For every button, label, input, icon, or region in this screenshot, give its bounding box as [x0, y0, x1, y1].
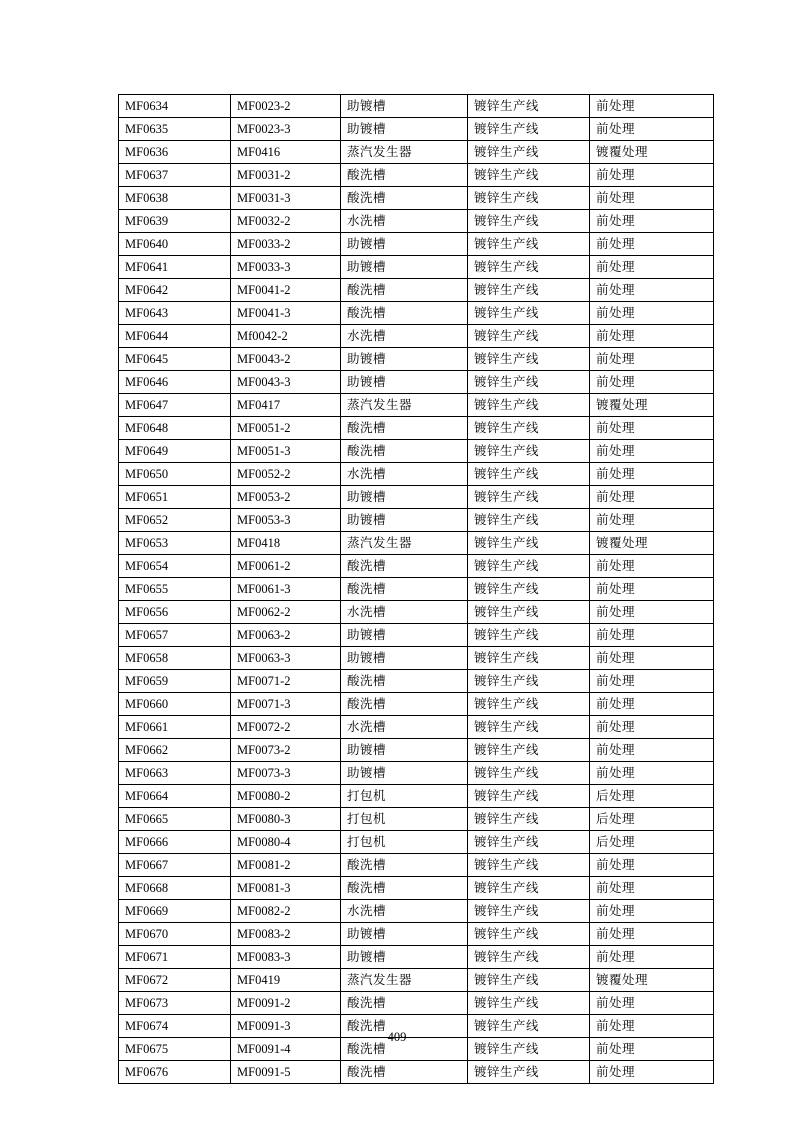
cell-equipment-name: 打包机	[341, 808, 468, 831]
cell-production-line: 镀锌生产线	[468, 187, 590, 210]
cell-equipment-code: MF0671	[119, 946, 231, 969]
cell-equipment-code: MF0638	[119, 187, 231, 210]
cell-production-line: 镀锌生产线	[468, 601, 590, 624]
cell-equipment-name: 酸洗槽	[341, 877, 468, 900]
table-row	[119, 739, 714, 762]
cell-equipment-number: MF0091-3	[231, 1015, 341, 1038]
cell-equipment-number: MF0073-2	[231, 739, 341, 762]
cell-equipment-name: 酸洗槽	[341, 279, 468, 302]
cell-process-stage: 前处理	[590, 325, 714, 348]
cell-process-stage: 前处理	[590, 256, 714, 279]
cell-production-line: 镀锌生产线	[468, 302, 590, 325]
cell-equipment-name: 水洗槽	[341, 463, 468, 486]
cell-production-line: 镀锌生产线	[468, 371, 590, 394]
cell-equipment-code: MF0658	[119, 647, 231, 670]
cell-equipment-number: MF0063-3	[231, 647, 341, 670]
cell-equipment-code: MF0665	[119, 808, 231, 831]
cell-production-line: 镀锌生产线	[468, 233, 590, 256]
table-row	[119, 923, 714, 946]
cell-process-stage: 前处理	[590, 463, 714, 486]
cell-production-line: 镀锌生产线	[468, 624, 590, 647]
cell-equipment-code: MF0654	[119, 555, 231, 578]
cell-equipment-code: MF0643	[119, 302, 231, 325]
cell-production-line: 镀锌生产线	[468, 785, 590, 808]
cell-equipment-number: MF0061-3	[231, 578, 341, 601]
table-row	[119, 900, 714, 923]
cell-production-line: 镀锌生产线	[468, 693, 590, 716]
cell-production-line: 镀锌生产线	[468, 509, 590, 532]
cell-equipment-number: MF0062-2	[231, 601, 341, 624]
cell-equipment-code: MF0657	[119, 624, 231, 647]
cell-equipment-number: MF0080-3	[231, 808, 341, 831]
cell-equipment-number: MF0052-2	[231, 463, 341, 486]
cell-equipment-code: MF0663	[119, 762, 231, 785]
table-row	[119, 992, 714, 1015]
cell-equipment-code: MF0651	[119, 486, 231, 509]
table-row	[119, 141, 714, 164]
cell-production-line: 镀锌生产线	[468, 417, 590, 440]
table-row	[119, 624, 714, 647]
cell-equipment-code: MF0655	[119, 578, 231, 601]
cell-production-line: 镀锌生产线	[468, 440, 590, 463]
cell-equipment-code: MF0667	[119, 854, 231, 877]
cell-equipment-code: MF0656	[119, 601, 231, 624]
cell-equipment-name: 酸洗槽	[341, 578, 468, 601]
cell-equipment-number: MF0051-2	[231, 417, 341, 440]
cell-production-line: 镀锌生产线	[468, 394, 590, 417]
table-row	[119, 118, 714, 141]
cell-equipment-name: 酸洗槽	[341, 992, 468, 1015]
cell-equipment-code: MF0669	[119, 900, 231, 923]
equipment-table-container	[118, 94, 678, 1084]
cell-process-stage: 前处理	[590, 670, 714, 693]
cell-process-stage: 前处理	[590, 348, 714, 371]
cell-equipment-code: MF0636	[119, 141, 231, 164]
page-number: 409	[387, 1030, 407, 1044]
cell-equipment-name: 助镀槽	[341, 486, 468, 509]
cell-equipment-name: 酸洗槽	[341, 854, 468, 877]
table-row	[119, 647, 714, 670]
cell-equipment-code: MF0676	[119, 1061, 231, 1084]
cell-equipment-name: 打包机	[341, 831, 468, 854]
cell-production-line: 镀锌生产线	[468, 210, 590, 233]
equipment-table	[118, 94, 714, 1084]
table-row	[119, 831, 714, 854]
cell-process-stage: 前处理	[590, 486, 714, 509]
cell-production-line: 镀锌生产线	[468, 1015, 590, 1038]
cell-equipment-code: MF0675	[119, 1038, 231, 1061]
cell-equipment-name: 助镀槽	[341, 256, 468, 279]
cell-production-line: 镀锌生产线	[468, 486, 590, 509]
cell-equipment-number: MF0061-2	[231, 555, 341, 578]
table-row	[119, 486, 714, 509]
cell-process-stage: 前处理	[590, 187, 714, 210]
table-row	[119, 187, 714, 210]
table-row	[119, 440, 714, 463]
cell-production-line: 镀锌生产线	[468, 923, 590, 946]
table-row	[119, 279, 714, 302]
cell-equipment-number: MF0082-2	[231, 900, 341, 923]
table-row	[119, 854, 714, 877]
cell-equipment-code: MF0670	[119, 923, 231, 946]
table-row	[119, 256, 714, 279]
cell-process-stage: 镀覆处理	[590, 141, 714, 164]
cell-production-line: 镀锌生产线	[468, 808, 590, 831]
cell-equipment-number: MF0063-2	[231, 624, 341, 647]
cell-equipment-name: 酸洗槽	[341, 670, 468, 693]
cell-production-line: 镀锌生产线	[468, 348, 590, 371]
cell-equipment-code: MF0637	[119, 164, 231, 187]
cell-equipment-code: MF0653	[119, 532, 231, 555]
cell-equipment-code: MF0649	[119, 440, 231, 463]
cell-process-stage: 后处理	[590, 808, 714, 831]
cell-production-line: 镀锌生产线	[468, 164, 590, 187]
table-row	[119, 532, 714, 555]
cell-equipment-number: MF0072-2	[231, 716, 341, 739]
cell-equipment-name: 助镀槽	[341, 233, 468, 256]
cell-equipment-number: MF0053-3	[231, 509, 341, 532]
table-row	[119, 164, 714, 187]
cell-equipment-code: MF0672	[119, 969, 231, 992]
cell-production-line: 镀锌生产线	[468, 532, 590, 555]
table-row	[119, 463, 714, 486]
cell-equipment-name: 蒸汽发生器	[341, 532, 468, 555]
table-row	[119, 578, 714, 601]
cell-equipment-number: MF0091-5	[231, 1061, 341, 1084]
cell-equipment-code: MF0642	[119, 279, 231, 302]
cell-equipment-number: MF0033-2	[231, 233, 341, 256]
cell-equipment-name: 酸洗槽	[341, 302, 468, 325]
cell-process-stage: 前处理	[590, 762, 714, 785]
cell-equipment-name: 蒸汽发生器	[341, 141, 468, 164]
cell-process-stage: 后处理	[590, 831, 714, 854]
cell-equipment-name: 蒸汽发生器	[341, 969, 468, 992]
cell-equipment-code: MF0659	[119, 670, 231, 693]
cell-process-stage: 前处理	[590, 440, 714, 463]
cell-equipment-number: MF0053-2	[231, 486, 341, 509]
cell-equipment-number: MF0083-2	[231, 923, 341, 946]
table-row	[119, 969, 714, 992]
cell-equipment-name: 酸洗槽	[341, 1015, 468, 1038]
cell-process-stage: 前处理	[590, 210, 714, 233]
cell-equipment-name: 酸洗槽	[341, 417, 468, 440]
cell-production-line: 镀锌生产线	[468, 118, 590, 141]
cell-equipment-name: 酸洗槽	[341, 1061, 468, 1084]
table-row	[119, 1061, 714, 1084]
cell-equipment-code: MF0634	[119, 95, 231, 118]
cell-equipment-name: 酸洗槽	[341, 440, 468, 463]
cell-process-stage: 前处理	[590, 279, 714, 302]
cell-equipment-number: MF0091-2	[231, 992, 341, 1015]
cell-process-stage: 前处理	[590, 417, 714, 440]
cell-process-stage: 前处理	[590, 900, 714, 923]
table-row	[119, 348, 714, 371]
cell-equipment-code: MF0673	[119, 992, 231, 1015]
cell-production-line: 镀锌生产线	[468, 900, 590, 923]
cell-equipment-number: MF0041-2	[231, 279, 341, 302]
cell-production-line: 镀锌生产线	[468, 463, 590, 486]
cell-equipment-name: 酸洗槽	[341, 187, 468, 210]
cell-process-stage: 前处理	[590, 578, 714, 601]
cell-equipment-number: MF0032-2	[231, 210, 341, 233]
cell-process-stage: 前处理	[590, 509, 714, 532]
cell-equipment-name: 酸洗槽	[341, 555, 468, 578]
cell-process-stage: 前处理	[590, 118, 714, 141]
cell-equipment-number: MF0416	[231, 141, 341, 164]
cell-process-stage: 镀覆处理	[590, 532, 714, 555]
cell-production-line: 镀锌生产线	[468, 739, 590, 762]
table-row	[119, 877, 714, 900]
cell-equipment-name: 酸洗槽	[341, 1038, 468, 1061]
cell-equipment-name: 水洗槽	[341, 210, 468, 233]
cell-equipment-code: MF0666	[119, 831, 231, 854]
cell-equipment-code: MF0662	[119, 739, 231, 762]
cell-equipment-number: MF0091-4	[231, 1038, 341, 1061]
table-row	[119, 394, 714, 417]
cell-equipment-name: 蒸汽发生器	[341, 394, 468, 417]
cell-equipment-code: MF0635	[119, 118, 231, 141]
cell-equipment-name: 酸洗槽	[341, 693, 468, 716]
cell-equipment-name: 水洗槽	[341, 601, 468, 624]
cell-equipment-number: MF0023-3	[231, 118, 341, 141]
cell-equipment-number: MF0419	[231, 969, 341, 992]
cell-equipment-code: MF0668	[119, 877, 231, 900]
cell-process-stage: 前处理	[590, 877, 714, 900]
cell-equipment-code: MF0674	[119, 1015, 231, 1038]
cell-equipment-number: MF0043-2	[231, 348, 341, 371]
cell-production-line: 镀锌生产线	[468, 141, 590, 164]
cell-production-line: 镀锌生产线	[468, 279, 590, 302]
cell-equipment-name: 水洗槽	[341, 716, 468, 739]
cell-equipment-code: MF0650	[119, 463, 231, 486]
cell-equipment-name: 助镀槽	[341, 95, 468, 118]
cell-production-line: 镀锌生产线	[468, 716, 590, 739]
cell-equipment-number: MF0071-3	[231, 693, 341, 716]
cell-production-line: 镀锌生产线	[468, 325, 590, 348]
table-row	[119, 233, 714, 256]
cell-equipment-code: MF0640	[119, 233, 231, 256]
cell-process-stage: 前处理	[590, 716, 714, 739]
cell-equipment-name: 水洗槽	[341, 325, 468, 348]
cell-production-line: 镀锌生产线	[468, 946, 590, 969]
table-row	[119, 555, 714, 578]
cell-equipment-name: 助镀槽	[341, 762, 468, 785]
table-row	[119, 371, 714, 394]
cell-production-line: 镀锌生产线	[468, 670, 590, 693]
cell-equipment-name: 助镀槽	[341, 647, 468, 670]
cell-production-line: 镀锌生产线	[468, 1038, 590, 1061]
cell-equipment-number: MF0073-3	[231, 762, 341, 785]
cell-equipment-number: MF0033-3	[231, 256, 341, 279]
cell-equipment-number: MF0023-2	[231, 95, 341, 118]
cell-process-stage: 前处理	[590, 923, 714, 946]
cell-process-stage: 后处理	[590, 785, 714, 808]
table-row	[119, 785, 714, 808]
cell-production-line: 镀锌生产线	[468, 95, 590, 118]
table-row	[119, 716, 714, 739]
cell-equipment-number: MF0043-3	[231, 371, 341, 394]
cell-production-line: 镀锌生产线	[468, 877, 590, 900]
cell-production-line: 镀锌生产线	[468, 969, 590, 992]
table-row	[119, 670, 714, 693]
cell-process-stage: 镀覆处理	[590, 969, 714, 992]
table-row	[119, 210, 714, 233]
cell-process-stage: 前处理	[590, 164, 714, 187]
cell-equipment-code: MF0641	[119, 256, 231, 279]
cell-process-stage: 前处理	[590, 693, 714, 716]
cell-equipment-code: MF0664	[119, 785, 231, 808]
cell-production-line: 镀锌生产线	[468, 762, 590, 785]
cell-process-stage: 前处理	[590, 1061, 714, 1084]
cell-equipment-code: MF0652	[119, 509, 231, 532]
cell-equipment-code: MF0644	[119, 325, 231, 348]
table-row	[119, 325, 714, 348]
cell-process-stage: 前处理	[590, 647, 714, 670]
cell-equipment-name: 助镀槽	[341, 348, 468, 371]
cell-production-line: 镀锌生产线	[468, 854, 590, 877]
cell-equipment-name: 酸洗槽	[341, 164, 468, 187]
table-row	[119, 762, 714, 785]
cell-equipment-code: MF0646	[119, 371, 231, 394]
equipment-table-body	[119, 95, 714, 1084]
cell-process-stage: 前处理	[590, 624, 714, 647]
table-row	[119, 946, 714, 969]
cell-production-line: 镀锌生产线	[468, 992, 590, 1015]
cell-equipment-name: 助镀槽	[341, 509, 468, 532]
cell-process-stage: 前处理	[590, 233, 714, 256]
cell-equipment-code: MF0661	[119, 716, 231, 739]
cell-equipment-number: MF0081-3	[231, 877, 341, 900]
cell-equipment-number: MF0031-2	[231, 164, 341, 187]
cell-equipment-number: MF0417	[231, 394, 341, 417]
cell-equipment-number: MF0083-3	[231, 946, 341, 969]
cell-equipment-name: 助镀槽	[341, 923, 468, 946]
cell-equipment-number: MF0051-3	[231, 440, 341, 463]
cell-process-stage: 前处理	[590, 95, 714, 118]
cell-process-stage: 前处理	[590, 371, 714, 394]
cell-production-line: 镀锌生产线	[468, 831, 590, 854]
table-row	[119, 417, 714, 440]
cell-process-stage: 前处理	[590, 992, 714, 1015]
cell-process-stage: 前处理	[590, 1015, 714, 1038]
cell-process-stage: 前处理	[590, 1038, 714, 1061]
cell-equipment-number: MF0081-2	[231, 854, 341, 877]
cell-equipment-code: MF0647	[119, 394, 231, 417]
table-row	[119, 808, 714, 831]
cell-equipment-code: MF0639	[119, 210, 231, 233]
table-row	[119, 601, 714, 624]
cell-equipment-number: MF0031-3	[231, 187, 341, 210]
table-row	[119, 95, 714, 118]
cell-equipment-name: 水洗槽	[341, 900, 468, 923]
cell-equipment-number: MF0418	[231, 532, 341, 555]
cell-equipment-number: MF0041-3	[231, 302, 341, 325]
cell-process-stage: 前处理	[590, 302, 714, 325]
cell-equipment-number: MF0071-2	[231, 670, 341, 693]
cell-production-line: 镀锌生产线	[468, 555, 590, 578]
cell-production-line: 镀锌生产线	[468, 578, 590, 601]
cell-production-line: 镀锌生产线	[468, 1061, 590, 1084]
cell-production-line: 镀锌生产线	[468, 647, 590, 670]
cell-process-stage: 前处理	[590, 601, 714, 624]
cell-process-stage: 前处理	[590, 555, 714, 578]
cell-equipment-code: MF0645	[119, 348, 231, 371]
cell-equipment-number: MF0080-4	[231, 831, 341, 854]
cell-equipment-name: 助镀槽	[341, 118, 468, 141]
table-row	[119, 693, 714, 716]
cell-equipment-name: 助镀槽	[341, 739, 468, 762]
cell-process-stage: 前处理	[590, 946, 714, 969]
cell-process-stage: 镀覆处理	[590, 394, 714, 417]
cell-process-stage: 前处理	[590, 854, 714, 877]
cell-equipment-number: Mf0042-2	[231, 325, 341, 348]
cell-equipment-name: 助镀槽	[341, 371, 468, 394]
cell-production-line: 镀锌生产线	[468, 256, 590, 279]
cell-process-stage: 前处理	[590, 739, 714, 762]
cell-equipment-code: MF0648	[119, 417, 231, 440]
cell-equipment-name: 助镀槽	[341, 624, 468, 647]
cell-equipment-name: 助镀槽	[341, 946, 468, 969]
cell-equipment-number: MF0080-2	[231, 785, 341, 808]
table-row	[119, 302, 714, 325]
table-row	[119, 509, 714, 532]
cell-equipment-name: 打包机	[341, 785, 468, 808]
cell-equipment-code: MF0660	[119, 693, 231, 716]
